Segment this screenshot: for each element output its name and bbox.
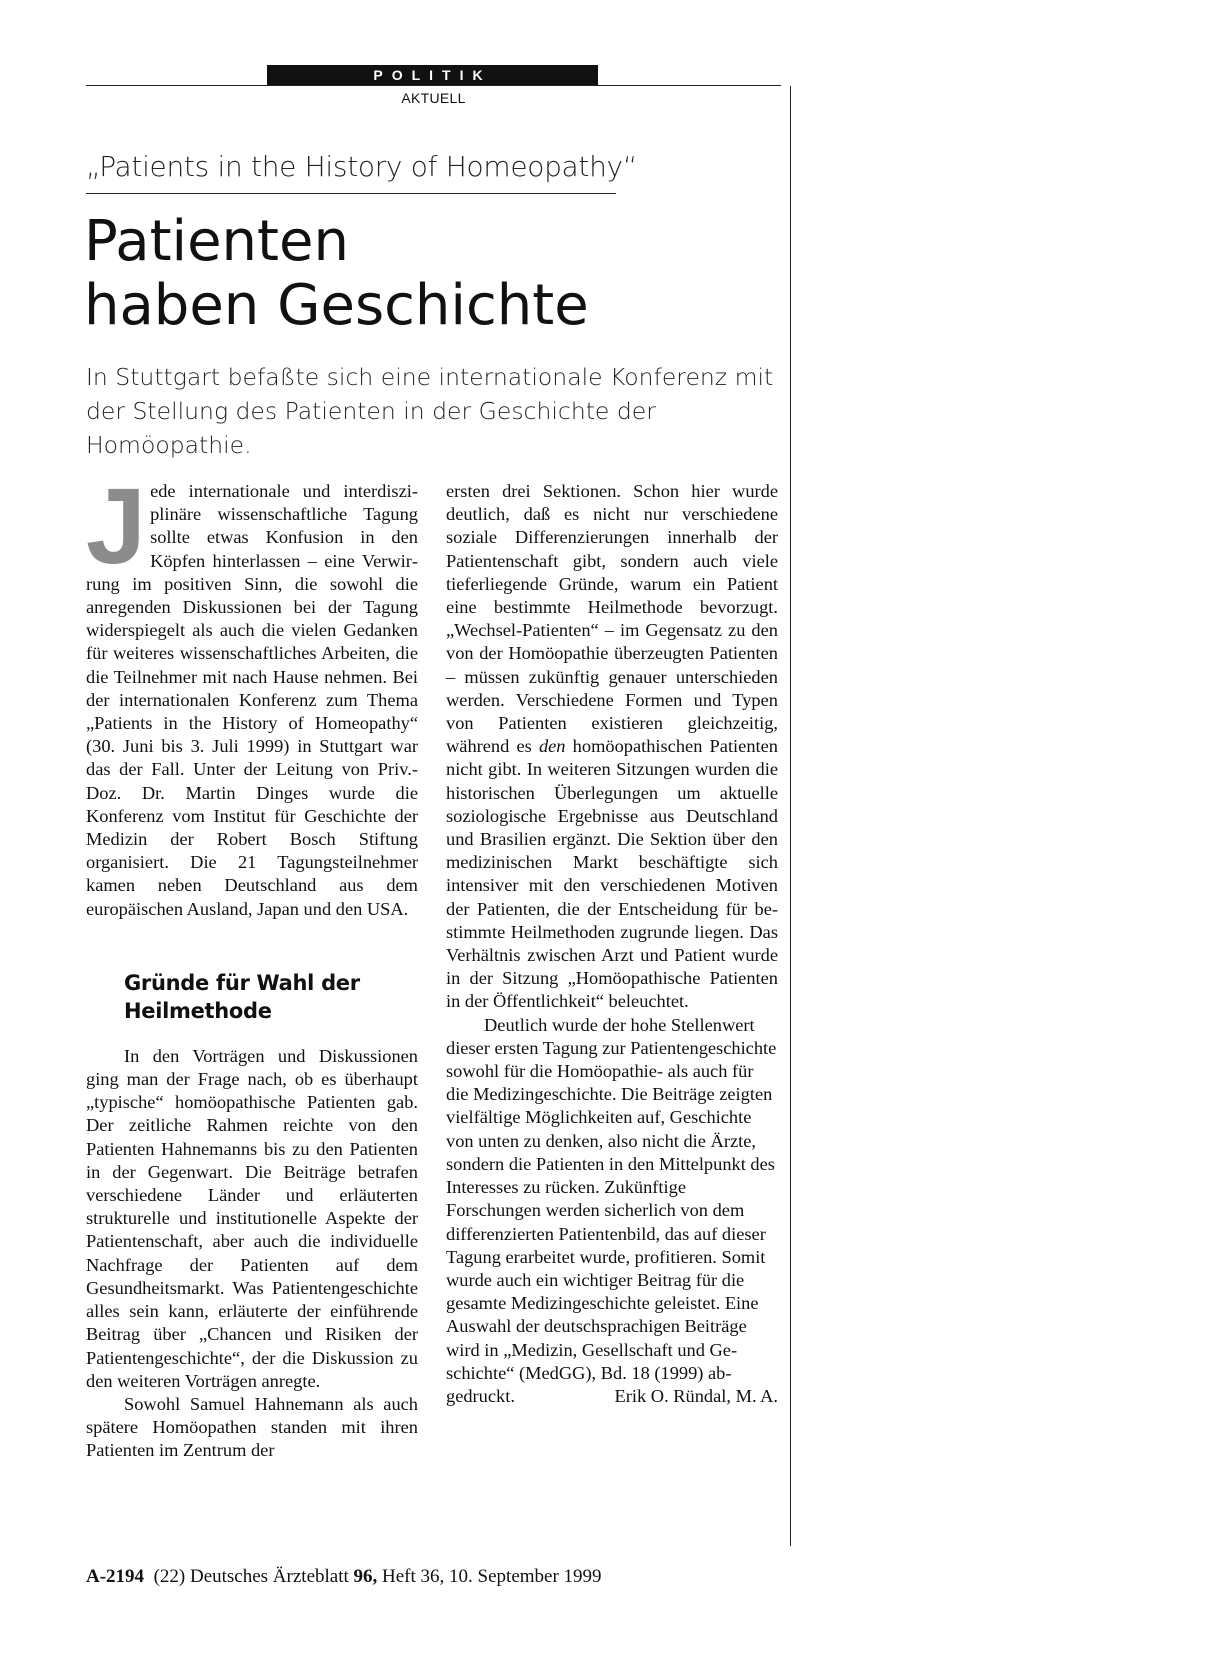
paragraph: Sowohl Samuel Hahnemann als auch spätere Homöopathen standen mit ihren Patienten im Zentrum der — [86, 1393, 418, 1461]
headline-line-1: Patienten — [84, 209, 349, 274]
paragraph — [86, 465, 418, 921]
text-column-2 — [446, 480, 778, 1408]
issue-date: Heft 36, 10. September 1999 — [382, 1566, 602, 1587]
paragraph-text: homöopathischen Patienten nicht gibt. In weiteren Sitzungen wurden die historischen Überlegungen um aktuelle soziologische Ergebnisse aus Deutschland und Brasilien ergänzt. Die Sektion über den medizinischen Markt beschäftigte sich intensiver mit den verschiedenen Motiven der Patienten, die der Entscheidung für bestimmte Heilmethoden zugrunde liegen. Das Verhältnis zwischen Arzt und Patient wurde in der Sitzung „Homöopathische Patienten in der Öffentlichkeit“ beleuchtet. — [446, 736, 778, 1012]
author-byline: Erik O. Ründal, M. A. — [614, 1385, 778, 1406]
page-footer — [86, 1566, 602, 1588]
emphasis: den — [538, 736, 566, 757]
article-headline — [84, 210, 589, 338]
subheading: Gründe für Wahl der Heilmethode — [124, 970, 360, 1023]
volume: 96, — [353, 1566, 378, 1587]
paragraph — [446, 1014, 778, 1408]
article-kicker: „Patients in the History of Homeopathy“ — [86, 150, 638, 183]
page-number: (22) — [153, 1566, 186, 1587]
paragraph: In den Vorträgen und Diskussionen ging man der Frage nach, ob es überhaupt „typische“ homöopathische Patienten gab. Der zeitliche Rahmen reichte von den Patienten Hahnemanns bis zu den Patienten in der Gegenwart. Die Beiträge betrafen verschiedene Länder und erläuterten strukturelle und institutionelle Aspekte der Patientenschaft, aber auch die individuelle Nachfrage der Patienten auf dem Gesundheitsmarkt. Was Patientengeschichte alles sein kann, erläuterte der einführende Beitrag über „Chancen und Risiken der Patientengeschichte“, der die Diskussion zu den weiteren Vorträgen anregte. — [86, 1045, 418, 1391]
journal-name: Deutsches Ärzteblatt — [189, 1566, 349, 1587]
article-lead: In Stuttgart befaßte sich eine internationale Konferenz mit der Stellung des Patienten in der Geschichte der Homöopathie. — [86, 363, 774, 459]
paragraph — [446, 480, 778, 1014]
subsection-label: AKTUELL — [401, 90, 466, 106]
paragraph-text: ersten drei Sektionen. Schon hier wurde deutlich, daß es nicht nur verschiedene soziale Differenzierungen innerhalb der Patientenschaft gibt, sondern auch viele tieferliegende Gründe, warum ein Patient eine bestimmte Heilmethode bevorzugt. „Wechsel-Patienten“ – im Gegensatz zu den von der Homöopathie überzeugten Patienten – müssen zukünftig genauer unterschieden werden. Verschiedene Formen und Typen von Patienten existieren gleichzeitig, während es — [446, 481, 778, 757]
paragraph-text: Deutlich wurde der hohe Stellenwert dieser ersten Tagung zur Patientengeschichte sowohl für die Homöopathie- als auch für die Medizingeschichte. Die Beiträge zeigten vielfältige Möglichkeiten auf, Geschichte von unten zu denken, also nicht die Ärzte, sondern die Patienten in den Mittelpunkt des Interesses zu rücken. Zukünftige Forschungen werden sicherlich von dem differenzierten Patientenbild, das auf dieser Tagung erarbeitet wurde, profitieren. Somit wurde auch ein wichtiger Beitrag für die gesamte Medizingeschichte geleistet. Eine Auswahl der deutschsprachigen Beiträge wird in „Medizin, Gesellschaft und Geschichte“ (MedGG), Bd. 18 (1999) abgedruckt. — [446, 1014, 777, 1406]
text-column-1 — [86, 465, 418, 1463]
kicker-underline — [86, 193, 616, 194]
header-rule — [86, 85, 781, 86]
drop-cap: J — [86, 465, 147, 586]
headline-line-2: haben Geschichte — [84, 273, 589, 338]
paragraph-text: ede internationale und interdisziplinäre wissenschaftliche Tagung sollte etwas Konfusion in den Köpfen hinterlassen – eine Verwirrung im positiven Sinn, die sowohl die anregenden Diskussionen bei der Tagung widerspiegelt als auch die vielen Gedanken für weiteres wissenschaftliches Arbeiten, die die Teilnehmer mit nach Hause nehmen. Bei der internationalen Konferenz zum Thema „Patients in the History of Homeopathy“ (30. Juni bis 3. Juli 1999) in Stuttgart war das der Fall. Unter der Leitung von Priv.-Doz. Dr. Martin Dinges wurde die Konferenz vom Institut für Geschichte der Medizin der Robert Bosch Stiftung organisiert. Die 21 Tagungsteilnehmer kamen neben Deutschland aus dem europäischen Ausland, Japan und den USA. — [86, 481, 418, 919]
page-id: A-2194 — [86, 1566, 145, 1587]
column-divider — [790, 86, 791, 1546]
section-label: POLITIK — [267, 65, 598, 85]
